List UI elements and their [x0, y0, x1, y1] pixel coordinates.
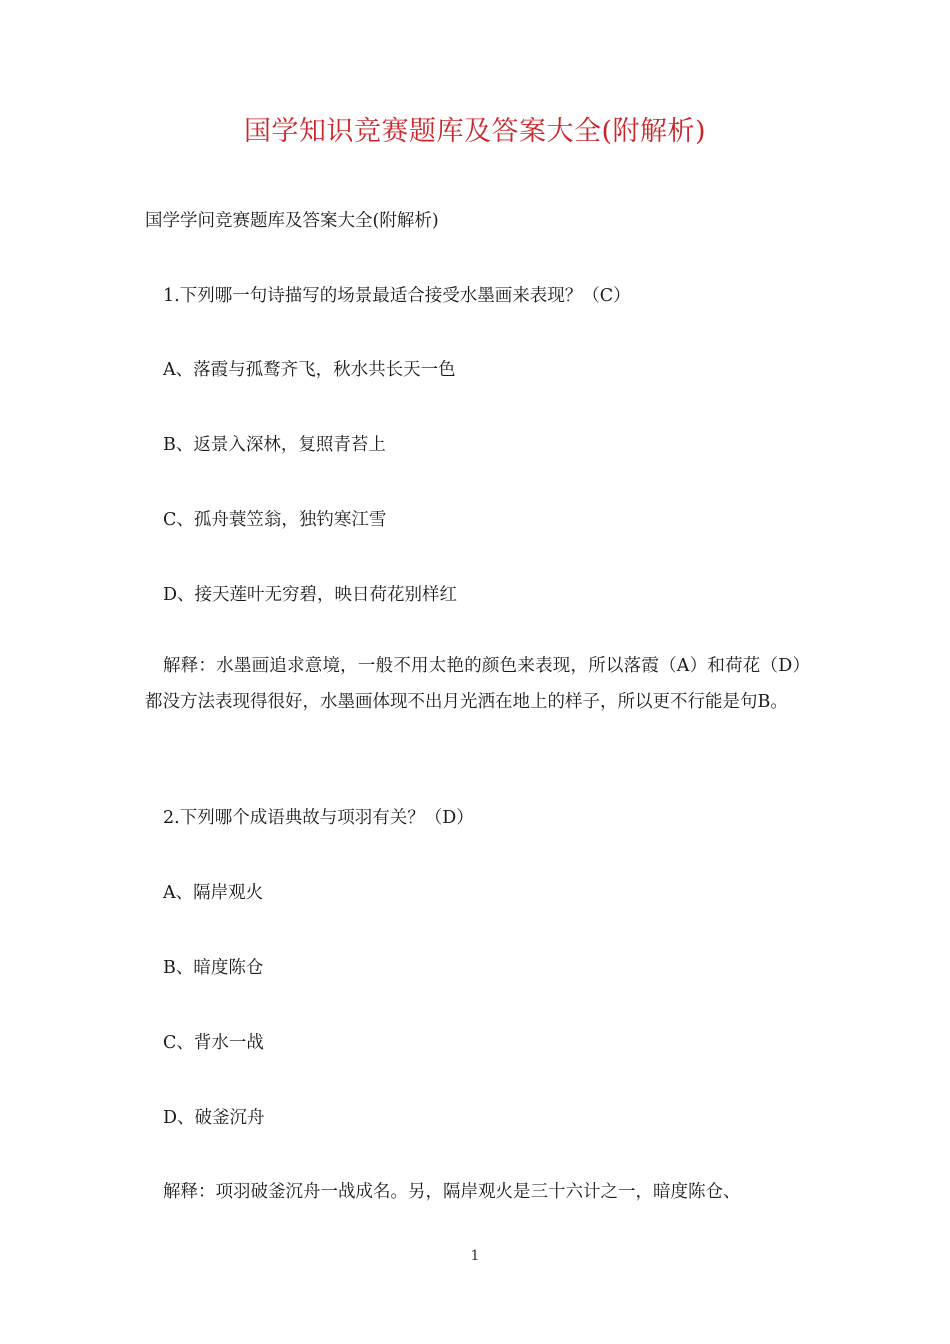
question-2-option-c: C、背水一战 [163, 1033, 264, 1053]
document-subtitle: 国学学问竞赛题库及答案大全(附解析) [145, 211, 439, 231]
question-1-text: 1.下列哪一句诗描写的场景最适合接受水墨画来表现？（C） [163, 286, 631, 306]
question-2-option-a: A、隔岸观火 [163, 883, 264, 903]
question-2-explanation: 解释：项羽破釜沉舟一战成名。另，隔岸观火是三十六计之一，暗度陈仓、 [163, 1182, 741, 1202]
question-2-option-d: D、破釜沉舟 [163, 1108, 265, 1128]
question-2-option-b: B、暗度陈仓 [163, 958, 264, 978]
page-number: 1 [470, 1248, 480, 1264]
question-1-option-c: C、孤舟蓑笠翁，独钓寒江雪 [163, 510, 387, 530]
question-1-option-b: B、返景入深林，复照青苔上 [163, 435, 386, 455]
document-title: 国学知识竞赛题库及答案大全(附解析) [243, 116, 707, 147]
question-1-explanation: 解释：水墨画追求意境，一般不用太艳的颜色来表现，所以落霞（A）和荷花（D）都没方法表现得很好，水墨画体现不出月光洒在地上的样子，所以更不行能是句B。 [145, 656, 810, 712]
question-1-option-d: D、接天莲叶无穷碧，映日荷花别样红 [163, 585, 458, 605]
question-2-text: 2.下列哪个成语典故与项羽有关？（D） [163, 808, 474, 828]
question-1-option-a: A、落霞与孤鹜齐飞，秋水共长天一色 [163, 360, 456, 380]
